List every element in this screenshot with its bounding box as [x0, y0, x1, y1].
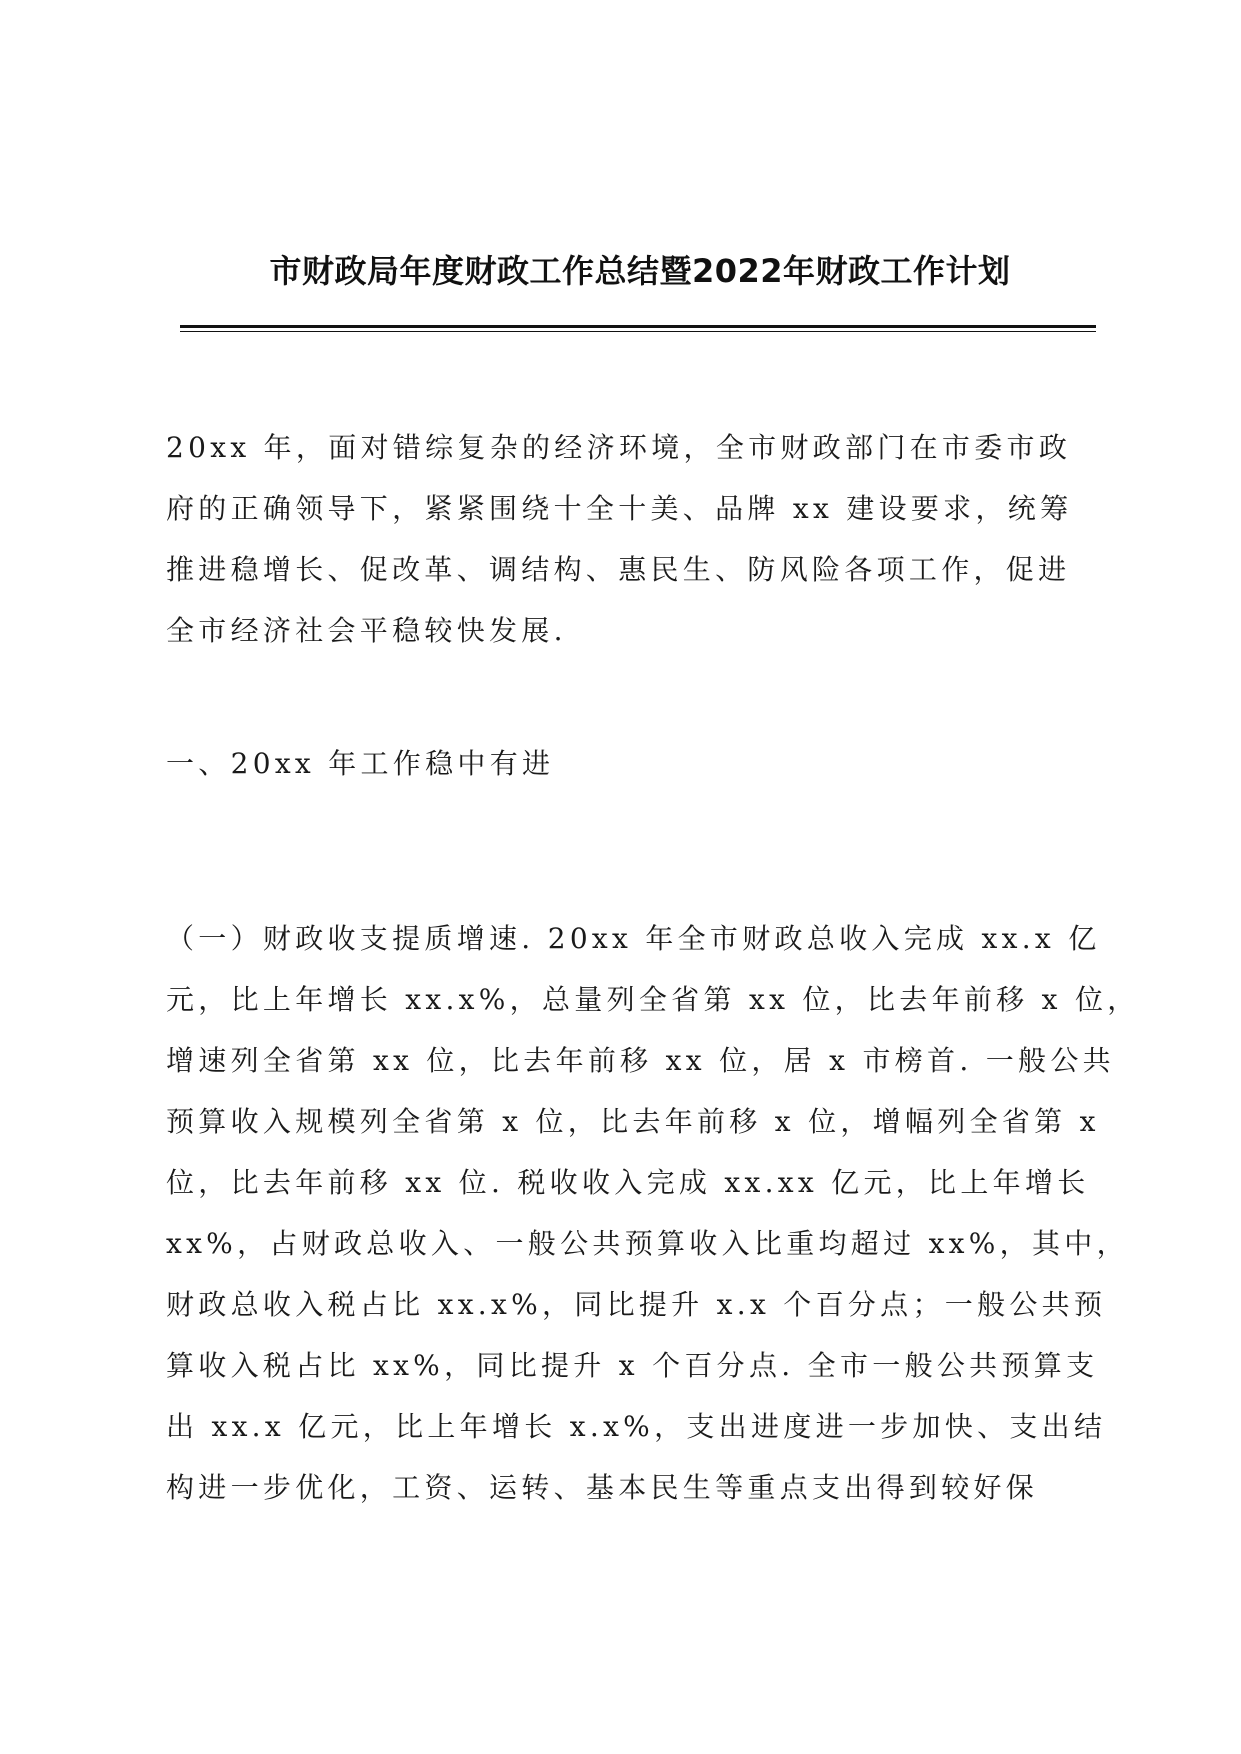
intro-paragraph	[166, 417, 1096, 661]
paragraph-line: 构进一步优化，工资、运转、基本民生等重点支出得到较好保	[166, 1471, 1039, 1504]
title-rule-thin	[180, 331, 1096, 332]
paragraph-line: 财政总收入税占比 xx.x%，同比提升 x.x 个百分点；一般公共预	[166, 1288, 1107, 1321]
paragraph-line: 20xx 年，面对错综复杂的经济环境，全市财政部门在市委市政	[166, 431, 1072, 464]
paragraph-line: （一）财政收支提质增速. 20xx 年全市财政总收入完成 xx.x 亿	[166, 922, 1101, 955]
section-heading: 一、20xx 年工作稳中有进	[166, 747, 555, 780]
paragraph-line: 算收入税占比 xx%，同比提升 x 个百分点. 全市一般公共预算支	[166, 1349, 1099, 1382]
paragraph-line: 元，比上年增长 xx.x%，总量列全省第 xx 位，比去年前移 x 位，	[166, 983, 1140, 1016]
paragraph-line: 出 xx.x 亿元，比上年增长 x.x%，支出进度进一步加快、支出结	[166, 1410, 1107, 1443]
title-rule-thick	[180, 325, 1096, 328]
paragraph-line: 府的正确领导下，紧紧围绕十全十美、品牌 xx 建设要求，统筹	[166, 492, 1073, 525]
paragraph-line: xx%，占财政总收入、一般公共预算收入比重均超过 xx%，其中，	[166, 1227, 1129, 1260]
paragraph-line: 全市经济社会平稳较快发展.	[166, 614, 567, 647]
section1-paragraph	[166, 908, 1140, 1518]
paragraph-line: 预算收入规模列全省第 x 位，比去年前移 x 位，增幅列全省第 x	[166, 1105, 1100, 1138]
document-title: 市财政局年度财政工作总结暨2022年财政工作计划	[269, 252, 1011, 290]
paragraph-line: 增速列全省第 xx 位，比去年前移 xx 位，居 x 市榜首. 一般公共	[166, 1044, 1115, 1077]
paragraph-line: 推进稳增长、促改革、调结构、惠民生、防风险各项工作，促进	[166, 553, 1071, 586]
paragraph-line: 位，比去年前移 xx 位. 税收收入完成 xx.xx 亿元，比上年增长	[166, 1166, 1090, 1199]
